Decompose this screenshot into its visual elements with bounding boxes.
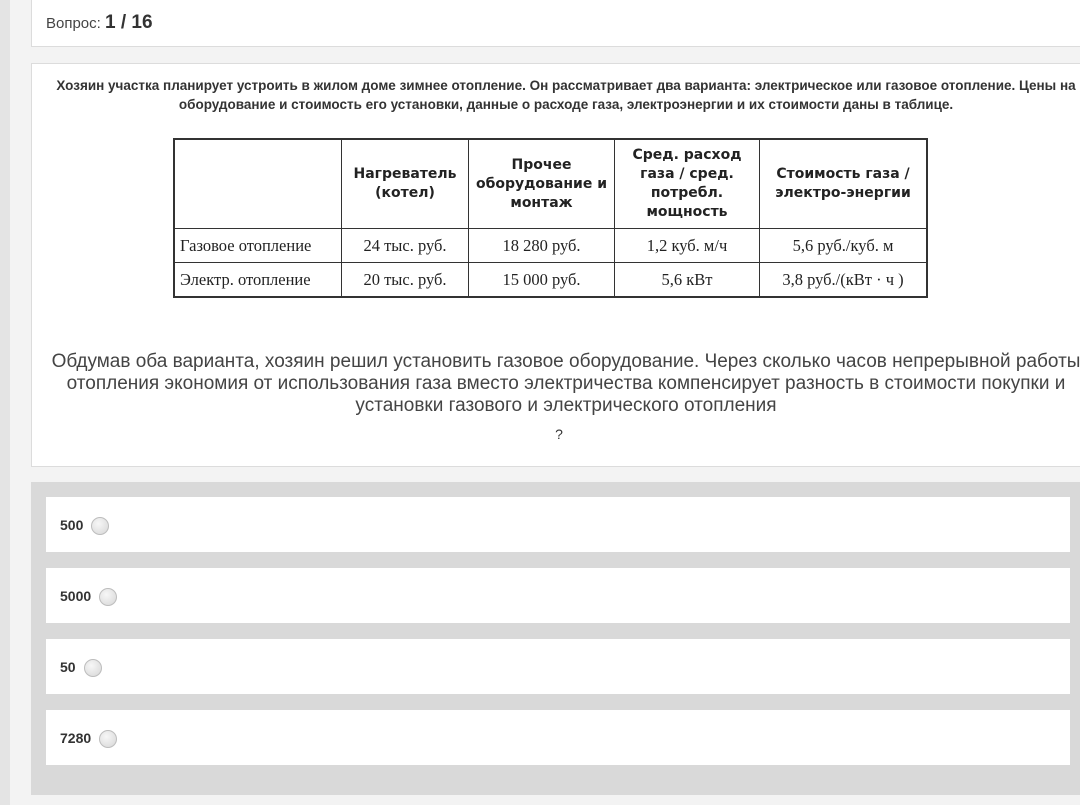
- table-header-cell: Нагреватель (котел): [342, 139, 469, 229]
- answer-label: 5000: [60, 587, 92, 604]
- table-cell: 18 280 руб.: [469, 229, 615, 263]
- table-cell: Электр. отопление: [174, 263, 342, 298]
- question-label: Вопрос:: [46, 15, 101, 32]
- table-cell: 1,2 куб. м/ч: [615, 229, 760, 263]
- table-cell: 24 тыс. руб.: [342, 229, 469, 263]
- answer-option[interactable]: [46, 497, 1070, 552]
- question-number: 1 / 16: [105, 12, 153, 33]
- table-cell: 15 000 руб.: [469, 263, 615, 298]
- table-header-row: [174, 139, 927, 229]
- question-intro: Хозяин участка планирует устроить в жилом доме зимнее отопление. Он рассматривает два варианта: электрическое или газовое отопление. Цены на оборудование и стоимость его установки, данные о расходе газа, электроэнергии и их стоимости даны в таблице.: [56, 78, 1076, 112]
- answers-area: [31, 482, 1080, 795]
- radio-button[interactable]: [99, 730, 117, 748]
- table-cell: 20 тыс. руб.: [342, 263, 469, 298]
- table-header-cell: Стоимость газа / электро-энергии: [760, 139, 928, 229]
- table-header-cell: Прочее оборудование и монтаж: [469, 139, 615, 229]
- radio-button[interactable]: [84, 659, 102, 677]
- answer-label: 7280: [60, 729, 92, 746]
- table-row: [174, 229, 927, 263]
- price-table: [173, 138, 928, 298]
- question-card: [31, 63, 1080, 467]
- question-counter: [46, 12, 153, 34]
- radio-button[interactable]: [99, 588, 117, 606]
- table-header-cell: Сред. расход газа / сред. потребл. мощность: [615, 139, 760, 229]
- answer-label: 500: [60, 516, 84, 533]
- table-cell: 5,6 руб./куб. м: [760, 229, 928, 263]
- answer-option[interactable]: [46, 568, 1070, 623]
- table-cell: 5,6 кВт: [615, 263, 760, 298]
- left-strip: [0, 0, 10, 805]
- table-header-cell: [174, 139, 342, 229]
- radio-button[interactable]: [91, 517, 109, 535]
- answer-label: 50: [60, 658, 76, 675]
- question-text: Обдумав оба варианта, хозяин решил установить газовое оборудование. Через сколько часов непрерывной работы отопления экономия от использования газа вместо электричества компенсирует разность в стоимости покупки и установки газового и электрического отопления: [51, 351, 1080, 416]
- answer-option[interactable]: [46, 639, 1070, 694]
- answer-option[interactable]: [46, 710, 1070, 765]
- question-mark: ?: [555, 426, 563, 442]
- question-header: [31, 0, 1080, 47]
- table-row: [174, 263, 927, 298]
- table-cell: Газовое отопление: [174, 229, 342, 263]
- table-cell: 3,8 руб./(кВт · ч ): [760, 263, 928, 298]
